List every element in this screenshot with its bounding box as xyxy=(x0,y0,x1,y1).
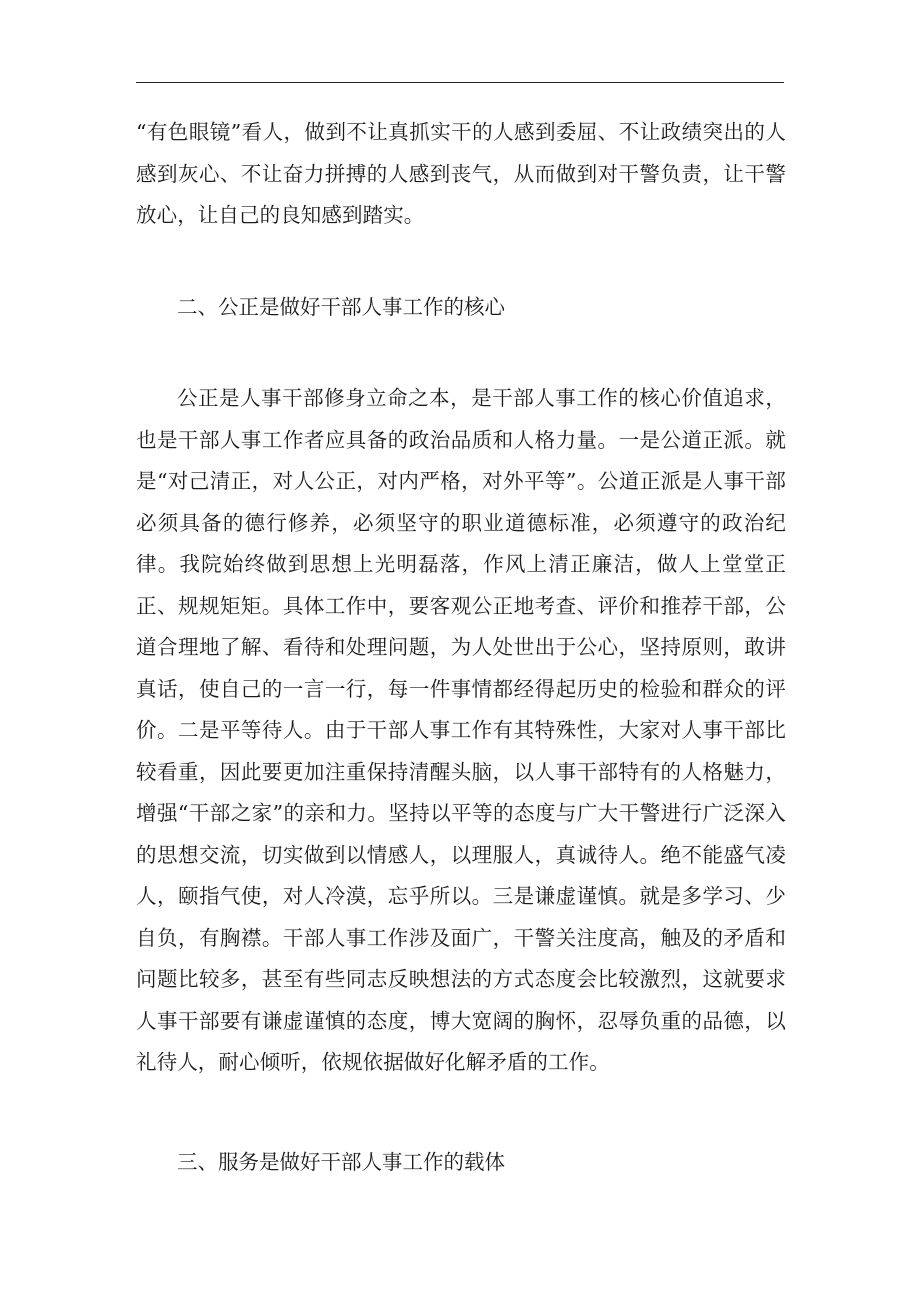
section-heading-2: 二、公正是做好干部人事工作的核心 xyxy=(177,294,505,319)
paragraph-section-2: 公正是人事干部修身立命之本，是干部人事工作的核心价值追求，也是干部人事工作者应具备的政治品质和人格力量。一是公道正派。就是“对己清正，对人公正，对内严格，对外平等”。公道正派是人事干部必须具备的德行修养，必须坚守的职业道德标准，必须遵守的政治纪律。我院始终做到思想上光明磊落，作风上清正廉洁，做人上堂堂正正、规规矩矩。具体工作中，要客观公正地考查、评价和推荐干部，公道合理地了解、看待和处理问题，为人处世出于公心，坚持原则，敢讲真话，使自己的一言一行，每一件事情都经得起历史的检验和群众的评价。二是平等待人。由于干部人事工作有其特殊性，大家对人事干部比较看重，因此要更加注重保持清醒头脑，以人事干部特有的人格魅力，增强“干部之家”的亲和力。坚持以平等的态度与广大干警进行广泛深入的思想交流，切实做到以情感人，以理服人，真诚待人。绝不能盛气凌人，颐指气使，对人冷漠，忘乎所以。三是谦虚谨慎。就是多学习、少自负，有胸襟。干部人事工作涉及面广，干警关注度高，触及的矛盾和问题比较多，甚至有些同志反映想法的方式态度会比较激烈，这就要求人事干部要有谦虚谨慎的态度，博大宽阔的胸怀，忍辱负重的品德，以礼待人，耐心倾听，依规依据做好化解矛盾的工作。 xyxy=(136,386,786,1074)
section-heading-3: 三、服务是做好干部人事工作的载体 xyxy=(177,1149,505,1174)
spacer xyxy=(136,328,786,378)
document-body xyxy=(136,112,786,1183)
header-rule xyxy=(136,82,784,83)
paragraph-continued: “有色眼镜”看人，做到不让真抓实干的人感到委屈、不让政绩突出的人感到灰心、不让奋力拼搏的人感到丧气，从而做到对干警负责，让干警放心，让自己的良知感到踏实。 xyxy=(136,120,786,227)
spacer xyxy=(136,1084,786,1142)
spacer xyxy=(136,237,786,287)
